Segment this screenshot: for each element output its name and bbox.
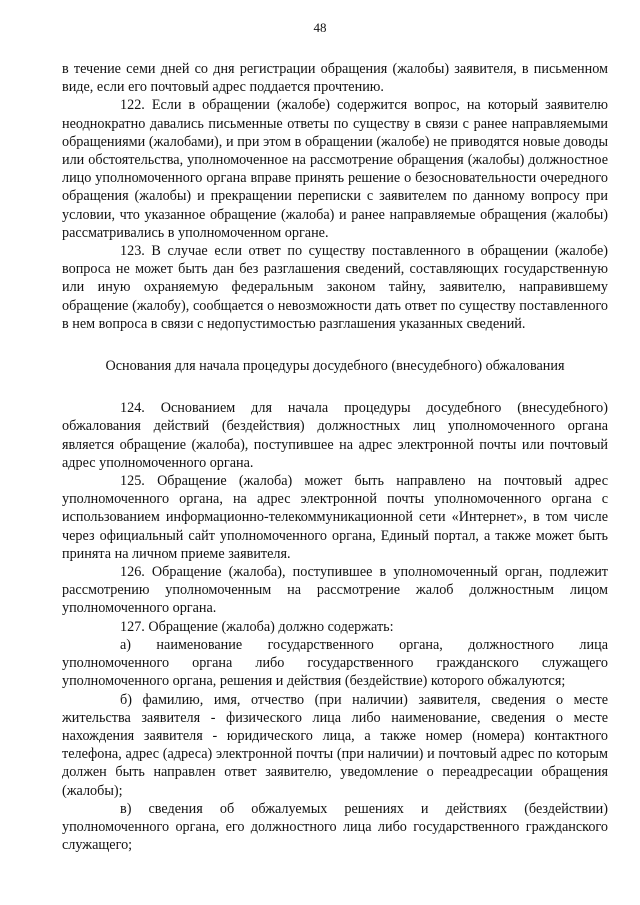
list-item-a: а) наименование государственного органа, должностного лица уполномоченного органа либо государственного гражданского служащего уполномоченного органа, решения и действия (бездействие) которого обжалуются; xyxy=(62,636,608,690)
paragraph-122: 122. Если в обращении (жалобе) содержится вопрос, на который заявителю неоднократно давались письменные ответы по существу в связи с ранее направляемыми обращениями (жалобами), и при этом в обращении (жалобе) не приводятся новые доводы или обстоятельства, уполномоченное на рассмотрение обращения (жалобы) должностное лицо уполномоченного органа вправе принять решение о безосновательности очередного обращения (жалобы) и прекращении переписки с заявителем по данному вопросу при условии, что указанное обращение (жалоба) и ранее направляемые обращения (жалобы) рассматривались в уполномоченном органе. xyxy=(62,97,608,241)
section-heading: Основания для начала процедуры досудебного (внесудебного) обжалования xyxy=(105,358,565,375)
paragraph-126: 126. Обращение (жалоба), поступившее в уполномоченный орган, подлежит рассмотрению уполномоченным на рассмотрение жалоб должностным лицом уполномоченного органа. xyxy=(62,564,608,617)
document-body xyxy=(62,60,608,854)
paragraph-124: 124. Основанием для начала процедуры досудебного (внесудебного) обжалования действий (бездействия) должностных лиц уполномоченного органа является обращение (жалоба), поступившее на адрес электронной почты или почтовый адрес уполномоченного органа. xyxy=(62,400,608,471)
paragraph-127: 127. Обращение (жалоба) должно содержать: xyxy=(120,618,394,635)
paragraph-123: 123. В случае если ответ по существу поставленного в обращении (жалобе) вопроса не может быть дан без разглашения сведений, составляющих государственную или иную охраняемую федеральным законом тайну, заявителю, направившему обращение (жалобу), сообщается о невозможности дать ответ по существу поставленного в нем вопроса в связи с недопустимостью разглашения указанных сведений. xyxy=(62,243,608,332)
paragraph-125: 125. Обращение (жалоба) может быть направлено на почтовый адрес уполномоченного органа, на адрес электронной почты уполномоченного органа с использованием информационно-телекоммуникационной сети «Интернет», в том числе через официальный сайт уполномоченного органа, Единый портал, а также может быть принята на личном приеме заявителя. xyxy=(62,473,608,562)
page-number: 48 xyxy=(313,20,327,35)
list-item-v: в) сведения об обжалуемых решениях и действиях (бездействии) уполномоченного органа, его должностного лица либо государственного гражданского служащего; xyxy=(62,800,608,854)
paragraph-continuation: в течение семи дней со дня регистрации обращения (жалобы) заявителя, в письменном виде, если его почтовый адрес поддается прочтению. xyxy=(62,61,608,96)
list-item-b: б) фамилию, имя, отчество (при наличии) заявителя, сведения о месте жительства заявителя - физического лица либо наименование, сведения о месте нахождения заявителя - юридического лица, а также номер (номера) контактного телефона, адрес (адреса) электронной почты (при наличии) и почтовый адрес по которым должен быть направлен ответ заявителю, уведомление о переадресации обращения (жалобы); xyxy=(62,691,608,799)
